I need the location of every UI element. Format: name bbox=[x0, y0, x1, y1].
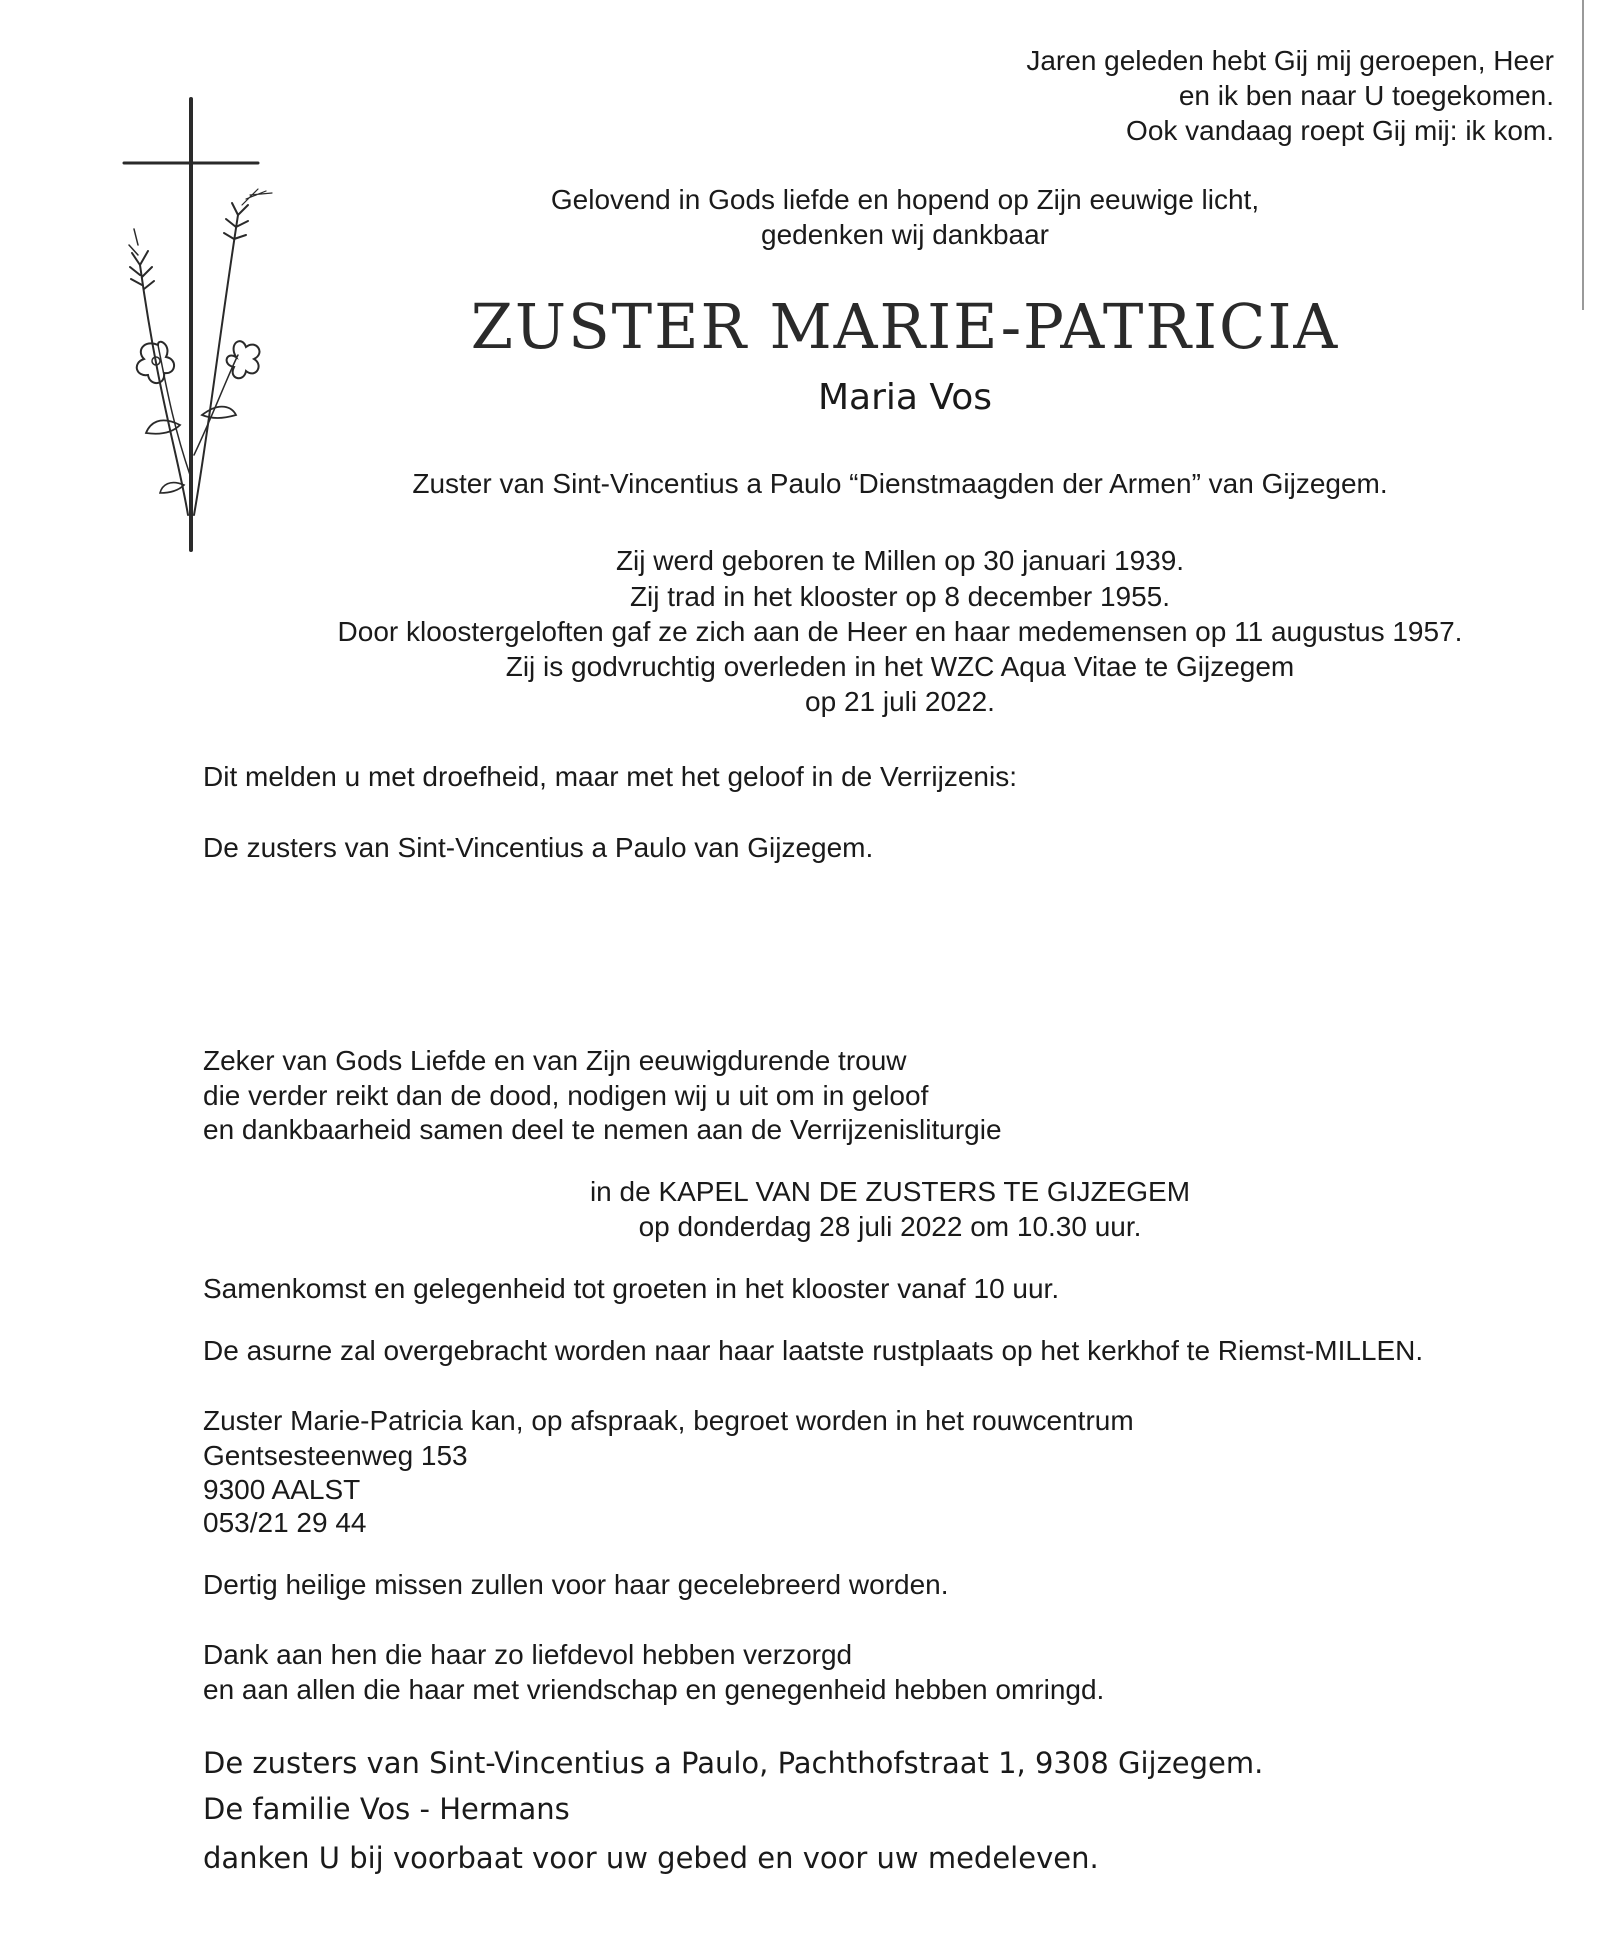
biography-line-4: Zij is godvruchtig overleden in het WZC Aqua Vitae te Gijzegem bbox=[505, 651, 1295, 682]
announcement-line-2: De zusters van Sint-Vincentius a Paulo van Gijzegem. bbox=[203, 832, 874, 863]
visitation-phone: 053/21 29 44 bbox=[203, 1507, 367, 1538]
biography-line-1: Zij werd geboren te Millen op 30 januari 1939. bbox=[615, 545, 1185, 576]
announcement-line-1: Dit melden u met droefheid, maar met het geloof in de Verrijzenis: bbox=[203, 761, 1017, 792]
biography-line-2: Zij trad in het klooster op 8 december 1955. bbox=[629, 581, 1171, 612]
biography-line-5: op 21 juli 2022. bbox=[805, 686, 995, 717]
thanks-line-1: Dank aan hen die haar zo liefdevol hebben verzorgd bbox=[203, 1639, 853, 1670]
biography-line-3: Door kloostergeloften gaf ze zich aan de Heer en haar medemensen op 11 augustus 1957. bbox=[337, 616, 1463, 647]
visitation-city: 9300 AALST bbox=[203, 1474, 361, 1505]
congregation-line: Zuster van Sint-Vincentius a Paulo “Dienstmaagden der Armen” van Gijzegem. bbox=[412, 468, 1388, 499]
verse-line-1: Jaren geleden hebt Gij mij geroepen, Heer bbox=[1026, 45, 1554, 76]
urn-line: De asurne zal overgebracht worden naar haar laatste rustplaats op het kerkhof te Riemst-MILLEN. bbox=[203, 1335, 1424, 1366]
masses-line: Dertig heilige missen zullen voor haar gecelebreerd worden. bbox=[203, 1569, 949, 1600]
deceased-title: ZUSTER MARIE-PATRICIA bbox=[470, 290, 1340, 363]
closing-line-2: De familie Vos - Hermans bbox=[203, 1792, 570, 1826]
invitation-line-2: die verder reikt dan de dood, nodigen wij u uit om in geloof bbox=[203, 1080, 929, 1111]
gathering-line: Samenkomst en gelegenheid tot groeten in het klooster vanaf 10 uur. bbox=[203, 1273, 1060, 1304]
invitation-line-1: Zeker van Gods Liefde en van Zijn eeuwigdurende trouw bbox=[203, 1045, 907, 1076]
invitation-line-3: en dankbaarheid samen deel te nemen aan de Verrijzenisliturgie bbox=[203, 1114, 1002, 1145]
deceased-name: Maria Vos bbox=[817, 377, 993, 418]
closing-line-3: danken U bij voorbaat voor uw gebed en voor uw medeleven. bbox=[203, 1841, 1099, 1875]
service-location: in de KAPEL VAN DE ZUSTERS TE GIJZEGEM bbox=[589, 1176, 1191, 1207]
thanks-line-2: en aan allen die haar met vriendschap en genegenheid hebben omringd. bbox=[203, 1674, 1105, 1705]
closing-line-1: De zusters van Sint-Vincentius a Paulo, Pachthofstraat 1, 9308 Gijzegem. bbox=[203, 1746, 1264, 1780]
intro-line-2: gedenken wij dankbaar bbox=[761, 219, 1049, 250]
scan-edge-line bbox=[1582, 0, 1584, 310]
verse-line-3: Ook vandaag roept Gij mij: ik kom. bbox=[1126, 115, 1554, 146]
visitation-street: Gentsesteenweg 153 bbox=[203, 1440, 468, 1471]
intro-line-1: Gelovend in Gods liefde en hopend op Zijn eeuwige licht, bbox=[550, 184, 1260, 215]
verse-line-2: en ik ben naar U toegekomen. bbox=[1178, 80, 1554, 111]
visitation-line-1: Zuster Marie-Patricia kan, op afspraak, begroet worden in het rouwcentrum bbox=[203, 1405, 1134, 1436]
service-datetime: op donderdag 28 juli 2022 om 10.30 uur. bbox=[638, 1211, 1142, 1242]
